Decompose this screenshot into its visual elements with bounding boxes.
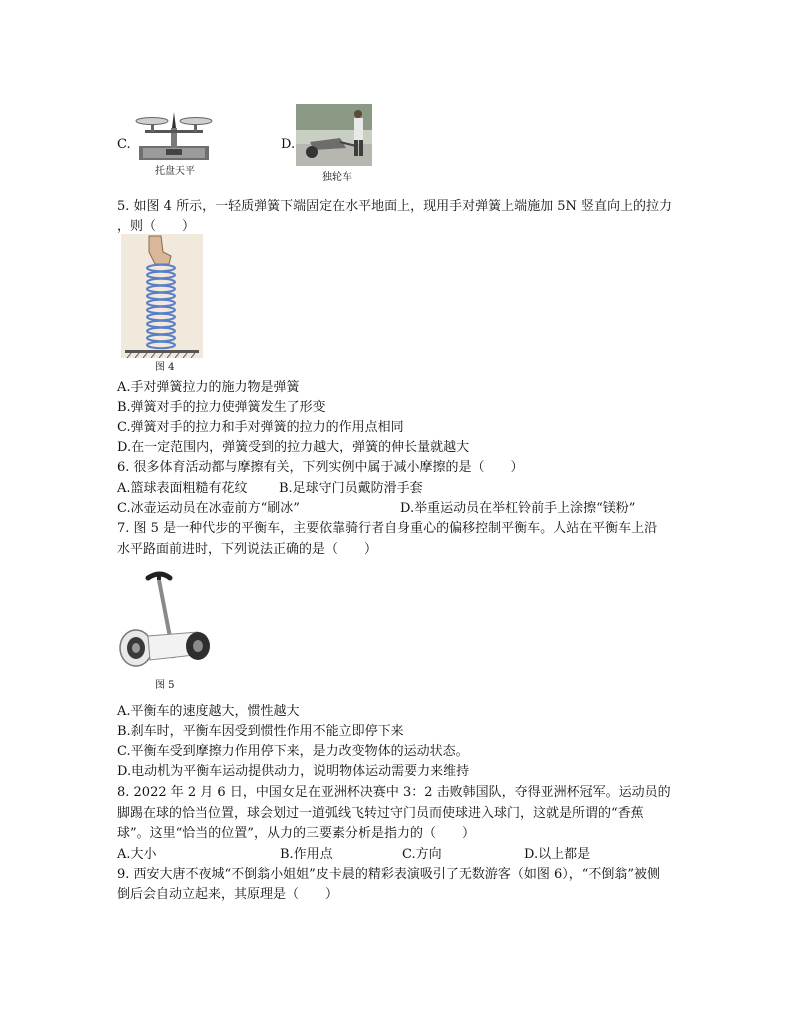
- balance-scale-caption: 托盘天平: [155, 166, 195, 177]
- fig4-caption: 图 4: [155, 362, 175, 373]
- wheelbarrow-figure: [296, 104, 372, 170]
- q9-stem-line2: 倒后会自动立起来，其原理是（ ）: [117, 887, 339, 902]
- q8-stem-line3: 球”。这里“恰当的位置”，从力的三要素分析是指力的（ ）: [117, 826, 475, 841]
- balance-scooter-icon: [118, 568, 214, 674]
- spring-hand-icon: [121, 234, 203, 358]
- balance-scooter-figure: [118, 568, 214, 678]
- q5-stem-line1: 5. 如图 4 所示，一轻质弹簧下端固定在水平地面上，现用手对弹簧上端施加 5N 竖直向上的拉力: [117, 199, 672, 214]
- q5-stem-line2: ，则（ ）: [117, 219, 196, 234]
- q8-stem-line1: 8. 2022 年 2 月 6 日，中国女足在亚洲杯决赛中 3：2 击败韩国队，夺得亚洲杯冠军。运动员的: [117, 785, 671, 800]
- q6-stem: 6. 很多体育活动都与摩擦有关，下列实例中属于减小摩擦的是（ ）: [117, 460, 524, 475]
- q8-option-a: A.大小: [117, 847, 157, 862]
- q6-option-c: C.冰壶运动员在冰壶前方“刷冰”: [117, 501, 300, 516]
- q7-stem-line1: 7. 图 5 是一种代步的平衡车，主要依靠骑行者自身重心的偏移控制平衡车。人站在平衡车上沿: [117, 521, 658, 536]
- q9-stem-line1: 9. 西安大唐不夜城“不倒翁小姐姐”皮卡晨的精彩表演吸引了无数游客（如图 6），“不倒翁”被侧: [117, 867, 661, 882]
- q7-stem-line2: 水平路面前进时，下列说法正确的是（ ）: [117, 542, 378, 557]
- spring-figure: [121, 234, 203, 362]
- wheelbarrow-caption: 独轮车: [322, 172, 352, 183]
- q7-option-c: C.平衡车受到摩擦力作用停下来，是力改变物体的运动状态。: [117, 744, 469, 759]
- q7-option-a: A.平衡车的速度越大，惯性越大: [117, 704, 300, 719]
- q5-option-d: D.在一定范围内，弹簧受到的拉力越大，弹簧的伸长量就越大: [117, 440, 470, 455]
- option-c-letter: C.: [117, 137, 131, 152]
- q6-option-d: D.举重运动员在举杠铃前手上涂擦“镁粉”: [400, 501, 636, 516]
- q5-option-c: C.弹簧对手的拉力和手对弹簧的拉力的作用点相同: [117, 420, 404, 435]
- q7-option-b: B.刹车时，平衡车因受到惯性作用不能立即停下来: [117, 724, 404, 739]
- balance-scale-icon: [133, 108, 215, 162]
- q5-option-b: B.弹簧对手的拉力使弹簧发生了形变: [117, 400, 326, 415]
- q8-option-b: B.作用点: [280, 847, 333, 862]
- fig5-caption: 图 5: [155, 680, 175, 691]
- q8-option-c: C.方向: [402, 847, 442, 862]
- q5-option-a: A.手对弹簧拉力的施力物是弹簧: [117, 380, 300, 395]
- option-d-letter: D.: [281, 137, 296, 152]
- q6-option-a: A.篮球表面粗糙有花纹: [117, 481, 248, 496]
- q8-stem-line2: 脚踢在球的恰当位置，球会划过一道弧线飞转过守门员而使球进入球门，这就是所谓的“香蕉: [117, 806, 644, 821]
- wheelbarrow-photo-icon: [296, 104, 372, 166]
- balance-scale-figure: [133, 108, 215, 166]
- q7-option-d: D.电动机为平衡车运动提供动力，说明物体运动需要力来维持: [117, 764, 470, 779]
- q8-option-d: D.以上都是: [524, 847, 591, 862]
- q6-option-b: B.足球守门员戴防滑手套: [279, 481, 423, 496]
